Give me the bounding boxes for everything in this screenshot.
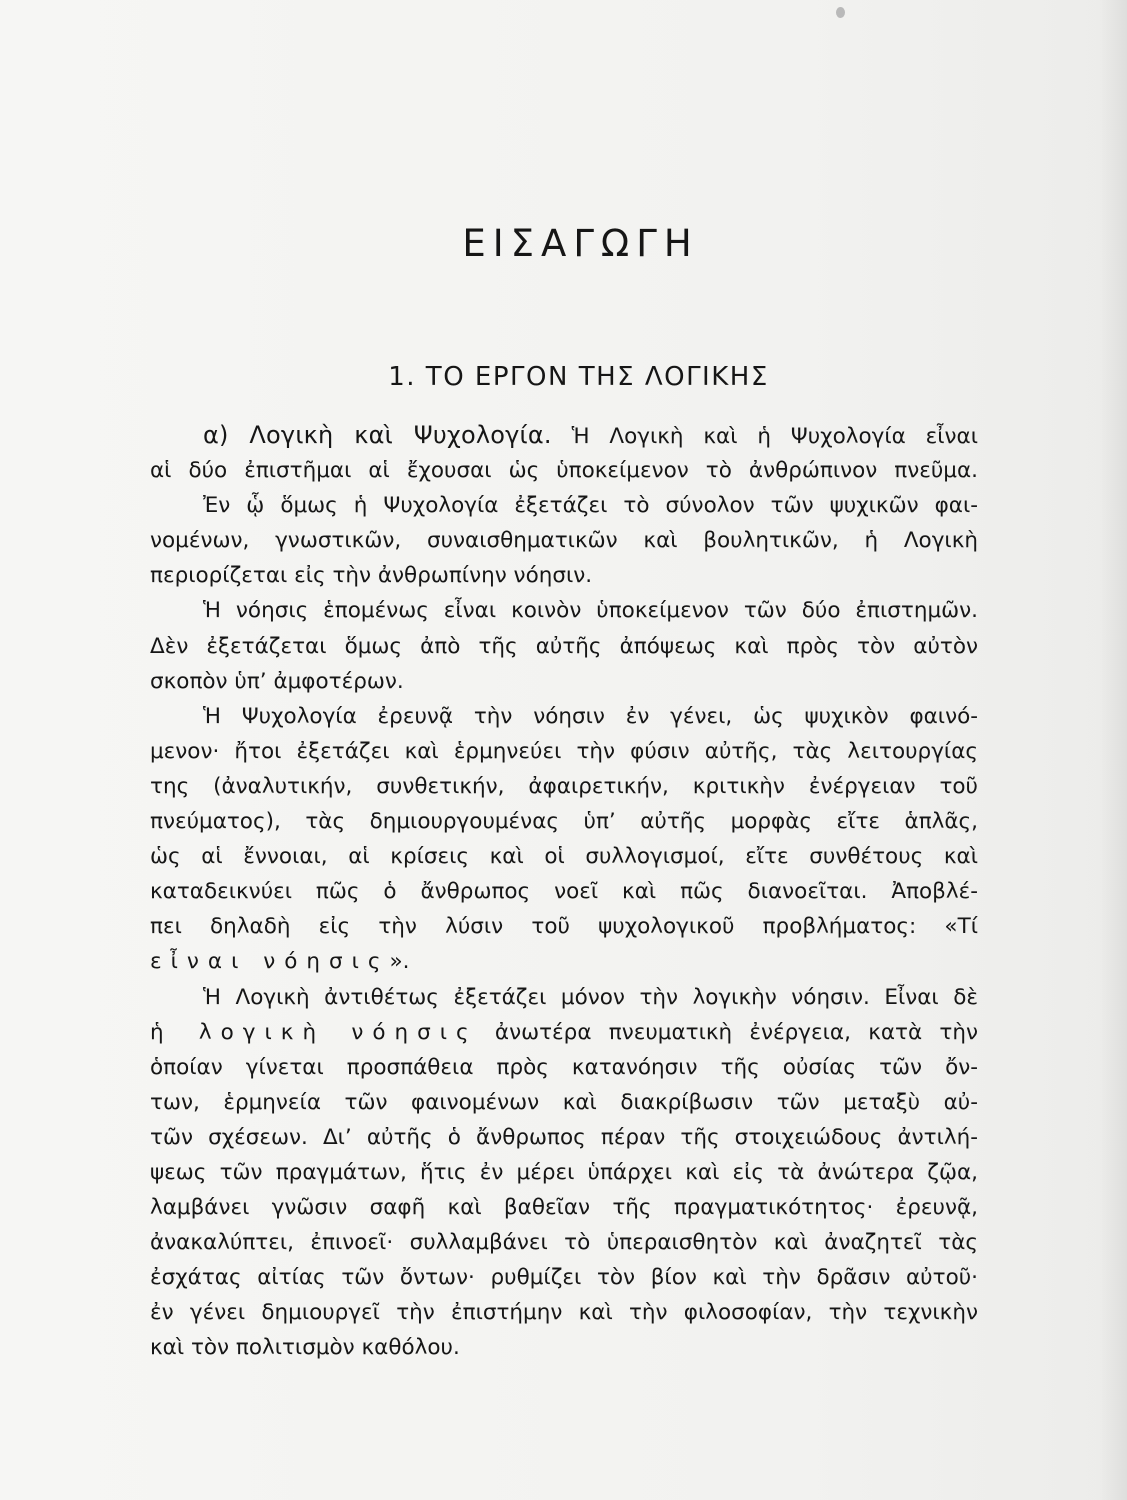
line-text: ». <box>389 949 410 975</box>
text-line: Ἡ Λογικὴ ἀντιθέτως ἐξετάζει μόνον τὴν λογικὴν νόησιν. Εἶναι δὲ <box>203 984 978 1010</box>
emphasized-term: εἶναι νόησις <box>150 949 390 975</box>
text-line: καὶ τὸν πολιτισμὸν καθόλου. <box>150 1335 460 1361</box>
text-line: ἐσχάτας αἰτίας τῶν ὄντων· ρυθμίζει τὸν βίον καὶ τὴν δρᾶσιν αὐτοῦ· <box>150 1265 978 1291</box>
text-line: πνεύματος), τὰς δημιουργουμένας ὑπ’ αὐτῆς μορφὰς εἴτε ἁπλᾶς, <box>150 809 978 835</box>
text-line: Δὲν ἐξετάζεται ὅμως ἀπὸ τῆς αὐτῆς ἀπόψεως καὶ πρὸς τὸν αὐτὸν <box>150 633 978 659</box>
text-line: Ἡ νόησις ἑπομένως εἶναι κοινὸν ὑποκείμενον τῶν δύο ἐπιστημῶν. <box>203 598 978 624</box>
body-text <box>150 418 978 1366</box>
text-line <box>150 418 978 453</box>
text-line: Ἐν ᾧ ὅμως ἡ Ψυχολογία ἐξετάζει τὸ σύνολον τῶν ψυχικῶν φαι- <box>203 493 978 519</box>
text-line: Ἡ Ψυχολογία ἐρευνᾷ τὴν νόησιν ἐν γένει, ὡς ψυχικὸν φαινό- <box>203 703 978 729</box>
section-title: 1. ΤΟ ΕΡΓΟΝ ΤΗΣ ΛΟΓΙΚΗΣ <box>388 362 769 392</box>
text-line: ἐν γένει δημιουργεῖ τὴν ἐπιστήμην καὶ τὴν φιλοσοφίαν, τὴν τεχνικὴν <box>150 1300 978 1326</box>
scan-speck <box>836 7 845 18</box>
text-line: λαμβάνει γνῶσιν σαφῆ καὶ βαθεῖαν τῆς πραγματικότητος· ἐρευνᾷ, <box>150 1195 978 1221</box>
emphasized-term: ἡ λογικὴ νόησις <box>150 1019 478 1045</box>
line-text: ἀνωτέρα πνευματικὴ ἐνέργεια, κατὰ τὴν <box>494 1019 979 1045</box>
text-line: καταδεικνύει πῶς ὁ ἄνθρωπος νοεῖ καὶ πῶς διανοεῖται. Ἀποβλέ- <box>150 879 978 905</box>
text-line: ἀνακαλύπτει, ἐπινοεῖ· συλλαμβάνει τὸ ὑπεραισθητὸν καὶ ἀναζητεῖ τὰς <box>150 1230 978 1256</box>
text-line: ψεως τῶν πραγμάτων, ἥτις ἐν μέρει ὑπάρχει καὶ εἰς τὰ ἀνώτερα ζῷα, <box>150 1159 978 1185</box>
text-line: μενον· ἤτοι ἐξετάζει καὶ ἑρμηνεύει τὴν φύσιν αὐτῆς, τὰς λειτουργίας <box>150 738 978 764</box>
text-line: ὡς αἱ ἔννοιαι, αἱ κρίσεις καὶ οἱ συλλογισμοί, εἴτε συνθέτους καὶ <box>150 844 978 870</box>
text-line: ὁποίαν γίνεται προσπάθεια πρὸς κατανόησιν τῆς οὐσίας τῶν ὄν- <box>150 1054 978 1080</box>
text-line: των, ἑρμηνεία τῶν φαινομένων καὶ διακρίβωσιν τῶν μεταξὺ αὐ- <box>150 1089 978 1115</box>
text-line: νομένων, γνωστικῶν, συναισθηματικῶν καὶ βουλητικῶν, ἡ Λογικὴ <box>150 528 978 554</box>
text-line: πει δηλαδὴ εἰς τὴν λύσιν τοῦ ψυχολογικοῦ προβλήματος: «Τί <box>150 914 978 940</box>
subsection-heading: α) Λογικὴ καὶ Ψυχολογία. <box>203 421 552 449</box>
text-line <box>150 1015 978 1050</box>
chapter-title: ΕΙΣΑΓΩΓΗ <box>462 222 699 265</box>
text-line: τῶν σχέσεων. Δι’ αὐτῆς ὁ ἄνθρωπος πέραν τῆς στοιχειώδους ἀντιλή- <box>150 1124 978 1150</box>
text-line: περιορίζεται εἰς τὴν ἀνθρωπίνην νόησιν. <box>150 563 593 589</box>
text-line: αἱ δύο ἐπιστῆμαι αἱ ἔχουσαι ὡς ὑποκείμενον τὸ ἀνθρώπινον πνεῦμα. <box>150 458 978 484</box>
text-line <box>150 944 978 979</box>
line-text: Ἡ Λογικὴ καὶ ἡ Ψυχολογία εἶναι <box>571 424 978 449</box>
text-line: της (ἀναλυτικήν, συνθετικήν, ἀφαιρετικήν, κριτικὴν ἐνέργειαν τοῦ <box>150 773 978 799</box>
text-line: σκοπὸν ὑπ’ ἀμφοτέρων. <box>150 668 404 694</box>
